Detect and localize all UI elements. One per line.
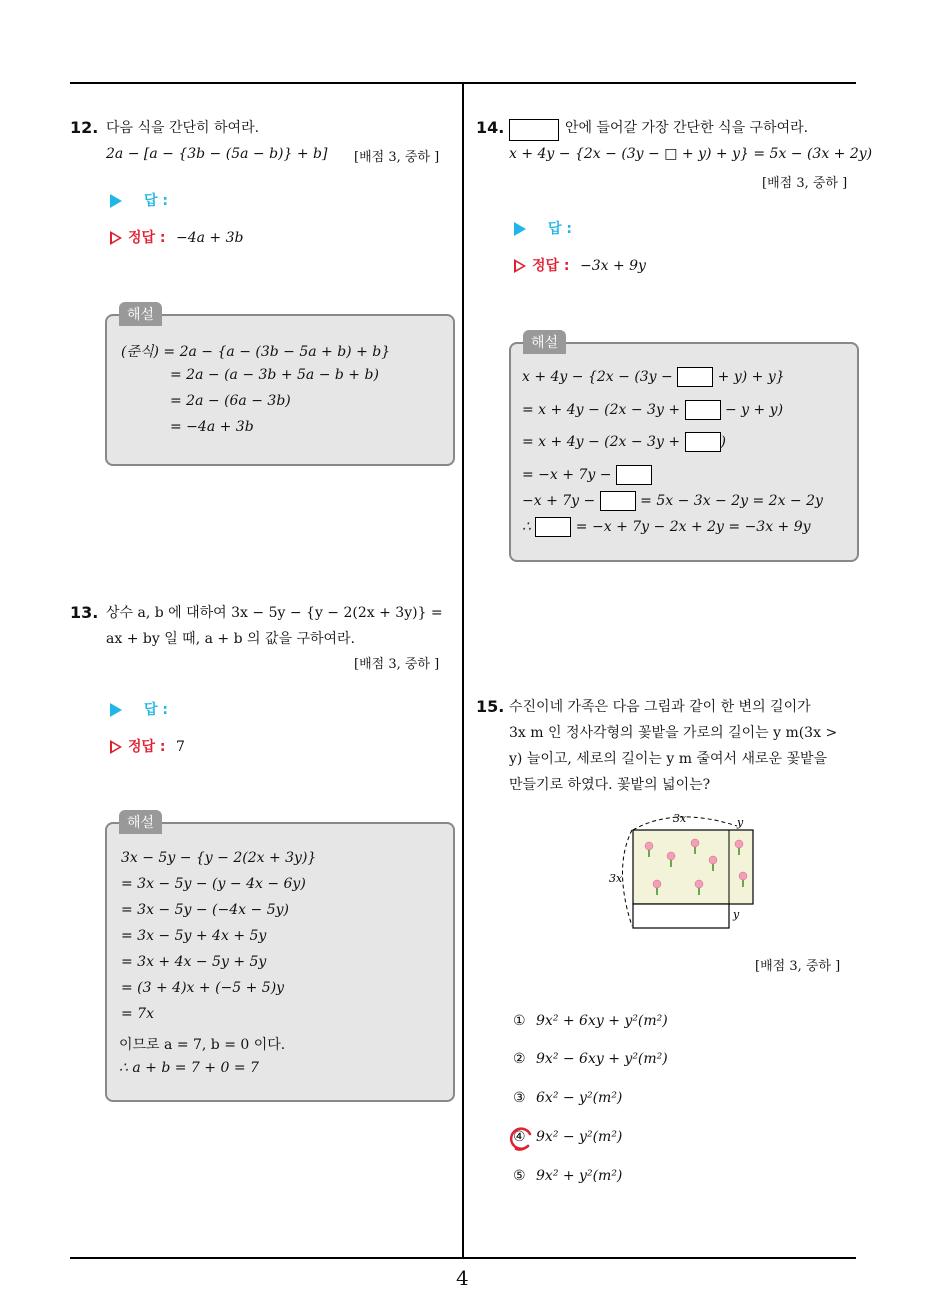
play-icon	[110, 194, 122, 208]
answer-blank-box	[509, 119, 559, 141]
choice-text: 9x² + y²(m²)	[536, 1168, 623, 1184]
explanation-line: ∴ = −x + 7y − 2x + 2y = −3x + 9y	[522, 519, 811, 535]
question-number: 14.	[476, 118, 505, 137]
choice-text: 6x² − y²(m²)	[536, 1090, 623, 1106]
choice-mark: ①	[513, 1013, 526, 1029]
explanation-line: (준식) = 2a − {a − (3b − 5a + b) + b}	[121, 344, 391, 360]
explanation-line: ∴ a + b = 7 + 0 = 7	[119, 1060, 259, 1076]
explanation-tag: 해설	[523, 330, 566, 354]
choice-text: 9x² − 6xy + y²(m²)	[536, 1051, 668, 1067]
choice-text: 9x² + 6xy + y²(m²)	[536, 1013, 668, 1029]
correct-answer-row	[110, 736, 185, 756]
outline-play-icon	[110, 740, 122, 754]
choice-3[interactable]	[513, 1090, 622, 1106]
explanation-line: = 3x − 5y − (−4x − 5y)	[121, 902, 289, 918]
choice-mark: ④	[513, 1129, 526, 1145]
fig-label-top: 3x	[673, 812, 687, 825]
selected-answer-circle-icon	[506, 1124, 534, 1152]
explanation-tag: 해설	[119, 810, 162, 834]
explanation-line: −x + 7y − = 5x − 3x − 2y = 2x − 2y	[522, 493, 823, 509]
fig-label-left: 3x	[609, 872, 623, 885]
outline-play-icon	[514, 259, 526, 273]
blank-box	[616, 465, 652, 485]
question-expression: 2a − [a − {3b − (5a − b)} + b]	[106, 146, 328, 162]
correct-label: 정답 :	[128, 739, 166, 755]
answer-label: 답 :	[548, 221, 572, 237]
choice-5[interactable]	[513, 1168, 622, 1184]
explanation-line: 이므로 a = 7, b = 0 이다.	[119, 1037, 286, 1053]
choice-mark: ③	[513, 1090, 526, 1106]
choice-mark: ②	[513, 1051, 526, 1067]
explanation-line: = −4a + 3b	[170, 419, 254, 435]
correct-answer-row	[514, 255, 646, 275]
points-label: [배점 3, 중하 ]	[354, 150, 440, 165]
choice-mark: ⑤	[513, 1168, 526, 1184]
question-text: 상수 a, b 에 대하여 3x − 5y − {y − 2(2x + 3y)} =	[106, 605, 443, 621]
fig-label-right-top: y	[737, 816, 744, 829]
outline-play-icon	[110, 231, 122, 245]
explanation-line: = 3x − 5y − (y − 4x − 6y)	[121, 876, 306, 892]
points-label: [배점 3, 중하 ]	[755, 959, 841, 974]
explanation-line: = 7x	[121, 1006, 154, 1022]
explanation-line: = (3 + 4)x + (−5 + 5)y	[121, 980, 285, 996]
answer-row	[514, 218, 572, 238]
page-number: 4	[456, 1266, 469, 1290]
answer-label: 답 :	[144, 702, 168, 718]
correct-label: 정답 :	[532, 258, 570, 274]
flower-bed-figure	[605, 808, 765, 934]
explanation-line: = −x + 7y −	[522, 465, 652, 485]
question-text: 수진이네 가족은 다음 그림과 같이 한 변의 길이가	[509, 699, 811, 715]
question-expression: x + 4y − {2x − (3y − □ + y) + y} = 5x − (3x + 2y)	[509, 146, 873, 162]
answer-row	[110, 699, 168, 719]
question-number: 12.	[70, 118, 99, 137]
question-text: 3x m 인 정사각형의 꽃밭을 가로의 길이는 y m(3x >	[509, 725, 838, 741]
column-divider	[462, 82, 464, 1259]
points-label: [배점 3, 중하 ]	[762, 176, 848, 191]
play-icon	[110, 703, 122, 717]
explanation-line: 3x − 5y − {y − 2(2x + 3y)}	[121, 850, 317, 866]
question-text: 만들기로 하였다. 꽃밭의 넓이는?	[509, 777, 711, 793]
correct-value: −4a + 3b	[175, 230, 244, 246]
question-number: 13.	[70, 603, 99, 622]
explanation-line: = 3x + 4x − 5y + 5y	[121, 954, 267, 970]
question-text: y) 늘이고, 세로의 길이는 y m 줄여서 새로운 꽃밭을	[509, 751, 828, 767]
correct-label: 정답 :	[128, 230, 166, 246]
choice-text: 9x² − y²(m²)	[536, 1129, 623, 1145]
answer-label: 답 :	[144, 193, 168, 209]
correct-value: 7	[175, 739, 185, 755]
correct-value: −3x + 9y	[579, 258, 646, 274]
explanation-line: = x + 4y − (2x − 3y + )	[522, 434, 726, 450]
question-text: 다음 식을 간단히 하여라.	[106, 120, 260, 136]
blank-box	[685, 432, 721, 452]
explanation-line: = 3x − 5y + 4x + 5y	[121, 928, 267, 944]
points-label: [배점 3, 중하 ]	[354, 657, 440, 672]
question-number: 15.	[476, 697, 505, 716]
blank-box	[535, 517, 571, 537]
explanation-line: x + 4y − {2x − (3y − + y) + y}	[522, 369, 785, 385]
blank-box	[685, 400, 721, 420]
question-text: ax + by 일 때, a + b 의 값을 구하여라.	[106, 631, 356, 647]
blank-box	[600, 491, 636, 511]
explanation-box	[105, 314, 455, 466]
choice-2[interactable]	[513, 1051, 668, 1067]
play-icon	[514, 222, 526, 236]
answer-row	[110, 190, 168, 210]
fig-label-right-bottom: y	[733, 908, 740, 921]
blank-box	[677, 367, 713, 387]
choice-1[interactable]	[513, 1013, 668, 1029]
correct-answer-row	[110, 227, 243, 247]
question-text: 안에 들어갈 가장 간단한 식을 구하여라.	[565, 120, 809, 136]
explanation-tag: 해설	[119, 302, 162, 326]
explanation-line: = x + 4y − (2x − 3y + − y + y)	[522, 402, 784, 418]
explanation-line: = 2a − (6a − 3b)	[170, 393, 291, 409]
explanation-line: = 2a − (a − 3b + 5a − b + b)	[170, 367, 379, 383]
